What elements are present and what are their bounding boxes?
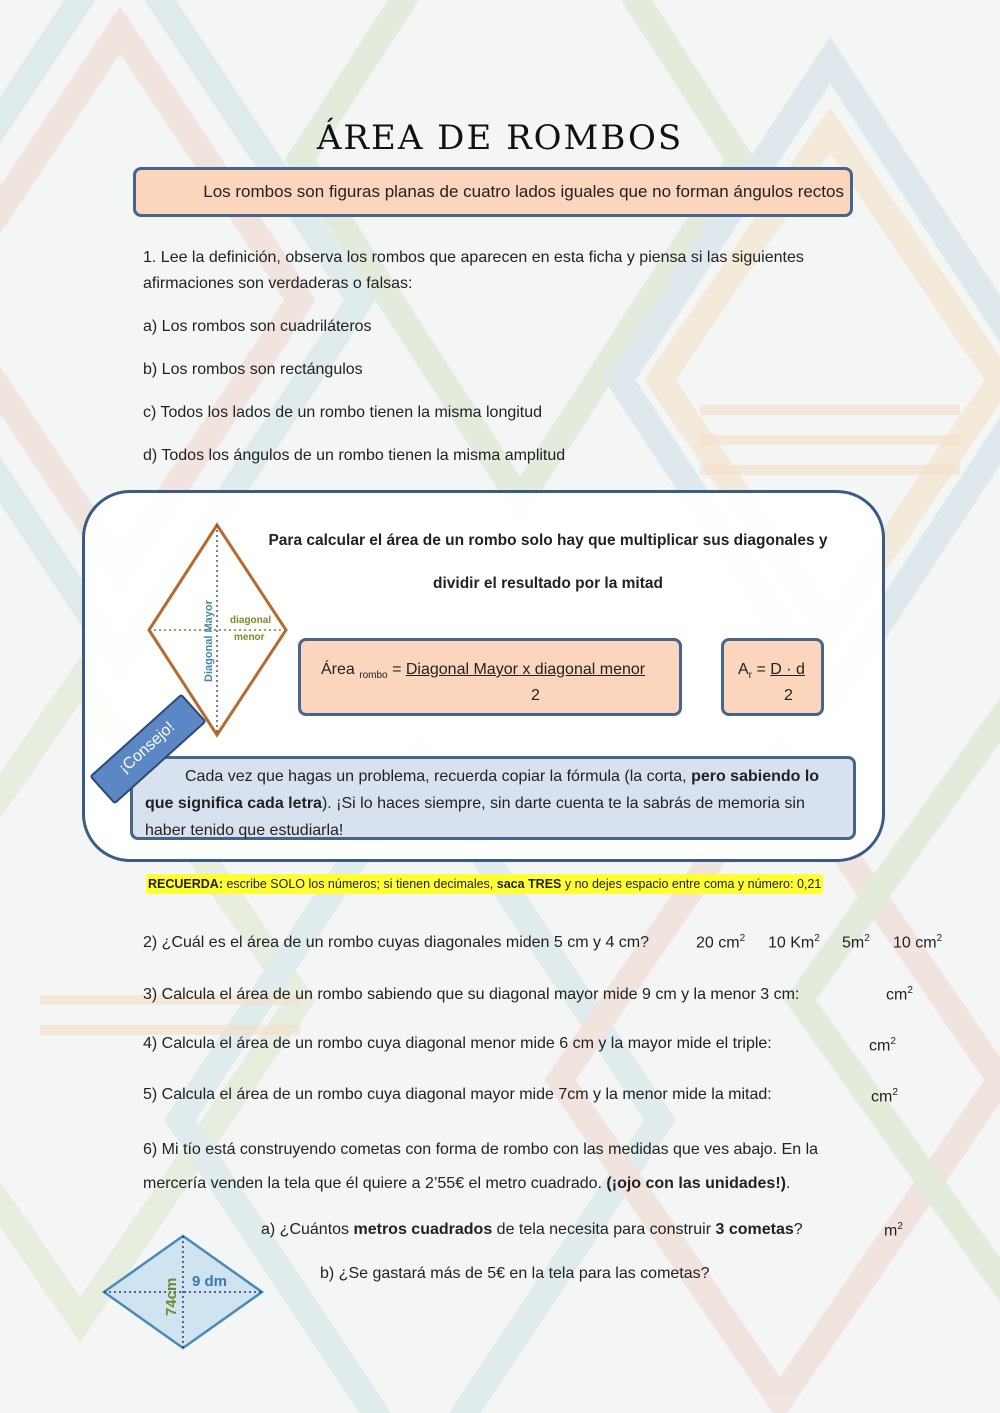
formula-long-box — [298, 638, 682, 716]
recuerda-bold: saca TRES — [496, 877, 562, 891]
q6-line2-wrap — [143, 1167, 818, 1201]
formula-denominator: 2 — [531, 687, 540, 704]
q2-option-2[interactable] — [768, 933, 820, 952]
consejo-badge: ¡Consejo! — [89, 693, 207, 804]
kite-horizontal-label: 9 dm — [192, 1273, 228, 1290]
kite-vertical-label: 74cm — [163, 1277, 180, 1316]
q2-option-4[interactable] — [893, 933, 942, 952]
q6a-unit — [884, 1221, 903, 1240]
q2-option-1-label: 20 cm — [696, 934, 740, 952]
q2-option-4-label: 10 cm — [893, 934, 937, 952]
q1-statement-d: d) Todos los ángulos de un rombo tienen la misma amplitud — [143, 447, 566, 464]
formula-short-denominator: 2 — [784, 687, 793, 704]
diagonal-minor-label-1: diagonal — [230, 615, 272, 626]
formula-eq: = — [392, 661, 402, 678]
tip-text-part1: Cada vez que hagas un problema, recuerda copiar la fórmula (la corta, — [185, 768, 687, 785]
q2-option-1[interactable] — [696, 933, 745, 952]
q4-text: 4) Calcula el área de un rombo cuya diagonal menor mide 6 cm y la mayor mide el triple: — [143, 1035, 772, 1052]
definition-text: Los rombos son figuras planas de cuatro lados iguales que no forman ángulos rectos — [203, 182, 844, 201]
q6a-bold2: 3 cometas — [715, 1221, 794, 1238]
recuerda-label: RECUERDA: — [148, 877, 223, 891]
q6-line2: mercería venden la tela que él quiere a 2’55€ el metro cuadrado. — [143, 1175, 602, 1192]
q6b-answer-select[interactable] — [730, 1264, 840, 1286]
q1-intro — [143, 245, 804, 297]
recuerda-text2: y no dejes espacio entre coma y número: 0,21 — [564, 877, 822, 891]
q6a-answer-input[interactable] — [825, 1222, 877, 1244]
q2-option-1-exp: 2 — [739, 933, 746, 944]
formula-numerator: Diagonal Mayor x diagonal menor — [405, 661, 646, 678]
q6b-text: b) ¿Se gastará más de 5€ en la tela para las cometas? — [320, 1265, 710, 1282]
q3-unit-label: cm — [886, 986, 908, 1004]
formula-short-eq: = — [756, 661, 766, 678]
q3-unit-exp: 2 — [907, 985, 913, 996]
diagonal-major-label: Diagonal Mayor — [203, 600, 215, 682]
q6-bold: (¡ojo con las unidades!) — [606, 1175, 786, 1192]
q6-line1: 6) Mi tío está construyendo cometas con forma de rombo con las medidas que ves abajo. En la — [143, 1141, 819, 1158]
q2-option-3-label: 5m — [842, 934, 865, 952]
q6-end: . — [785, 1175, 791, 1192]
q3-answer-input[interactable] — [838, 988, 882, 1010]
q1-statement-b: b) Los rombos son rectángulos — [143, 361, 363, 378]
q5-unit — [871, 1087, 898, 1106]
recuerda-banner — [146, 874, 823, 894]
recuerda-text1: escribe SOLO los números; si tienen decimales, — [226, 877, 494, 891]
q2-option-3-exp: 2 — [864, 933, 870, 944]
q1-intro-line1: 1. Lee la definición, observa los rombos que aparecen en esta ficha y piensa si las siguientes — [143, 249, 804, 266]
q6a-unit-exp: 2 — [897, 1221, 903, 1232]
tip-text-part2: ). ¡Si lo haces siempre, sin darte cuenta te la sabrás de memoria sin haber tenido que estudiarla! — [145, 795, 805, 839]
q4-answer-input[interactable] — [818, 1038, 864, 1060]
tip-box — [130, 756, 856, 840]
formula-area-word: Área — [321, 661, 355, 678]
q6a-text — [261, 1217, 803, 1243]
q1-statement-a: a) Los rombos son cuadriláteros — [143, 318, 372, 335]
q5-unit-exp: 2 — [892, 1087, 898, 1098]
q2-text: 2) ¿Cuál es el área de un rombo cuyas diagonales miden 5 cm y 4 cm? — [143, 934, 650, 951]
kite-diagram — [100, 1232, 266, 1352]
q6a-end: ? — [793, 1221, 803, 1238]
q1-intro-line2: afirmaciones son verdaderas o falsas: — [143, 275, 413, 292]
q5-unit-label: cm — [871, 1088, 893, 1106]
q3-unit — [886, 985, 913, 1004]
formula-short-numerator: D · d — [770, 661, 805, 678]
q4-unit — [869, 1036, 896, 1055]
q6a-bold1: metros cuadrados — [353, 1221, 493, 1238]
q6a-pre: a) ¿Cuántos — [261, 1221, 350, 1238]
formula-short-sub: r — [748, 670, 753, 682]
formula-short-box — [721, 638, 824, 716]
q4-unit-label: cm — [869, 1037, 891, 1055]
formula-short-a: A — [738, 661, 749, 678]
formula-area-sub: rombo — [359, 670, 388, 682]
tip-text-bold: pero sabiendo lo que significa cada letra — [145, 768, 820, 812]
rule-line2: dividir el resultado por la mitad — [433, 575, 663, 592]
definition-box — [133, 167, 853, 217]
q2-option-2-label: 10 Km — [768, 934, 815, 952]
rhombus-diagram — [140, 520, 300, 740]
formula-long-lhs — [321, 661, 645, 681]
q6a-unit-label: m — [884, 1222, 898, 1240]
q4-unit-exp: 2 — [890, 1036, 896, 1047]
diagonal-minor-label-2: menor — [234, 632, 265, 643]
formula-short-lhs — [738, 661, 805, 681]
q5-text: 5) Calcula el área de un rombo cuya diagonal mayor mide 7cm y la menor mide la mitad: — [143, 1086, 772, 1103]
q2-option-4-exp: 2 — [936, 933, 943, 944]
q3-text: 3) Calcula el área de un rombo sabiendo que su diagonal mayor mide 9 cm y la menor 3 cm: — [143, 986, 800, 1003]
q6a-mid: de tela necesita para construir — [496, 1221, 712, 1238]
q2-option-2-exp: 2 — [814, 933, 820, 944]
q2-option-3[interactable] — [842, 933, 870, 952]
page-title: ÁREA DE ROMBOS — [316, 118, 684, 158]
q5-answer-input[interactable] — [818, 1089, 866, 1111]
q6-text — [143, 1133, 818, 1201]
q1-statement-c: c) Todos los lados de un rombo tienen la misma longitud — [143, 404, 543, 421]
rule-line1: Para calcular el área de un rombo solo hay que multiplicar sus diagonales y — [268, 532, 828, 549]
